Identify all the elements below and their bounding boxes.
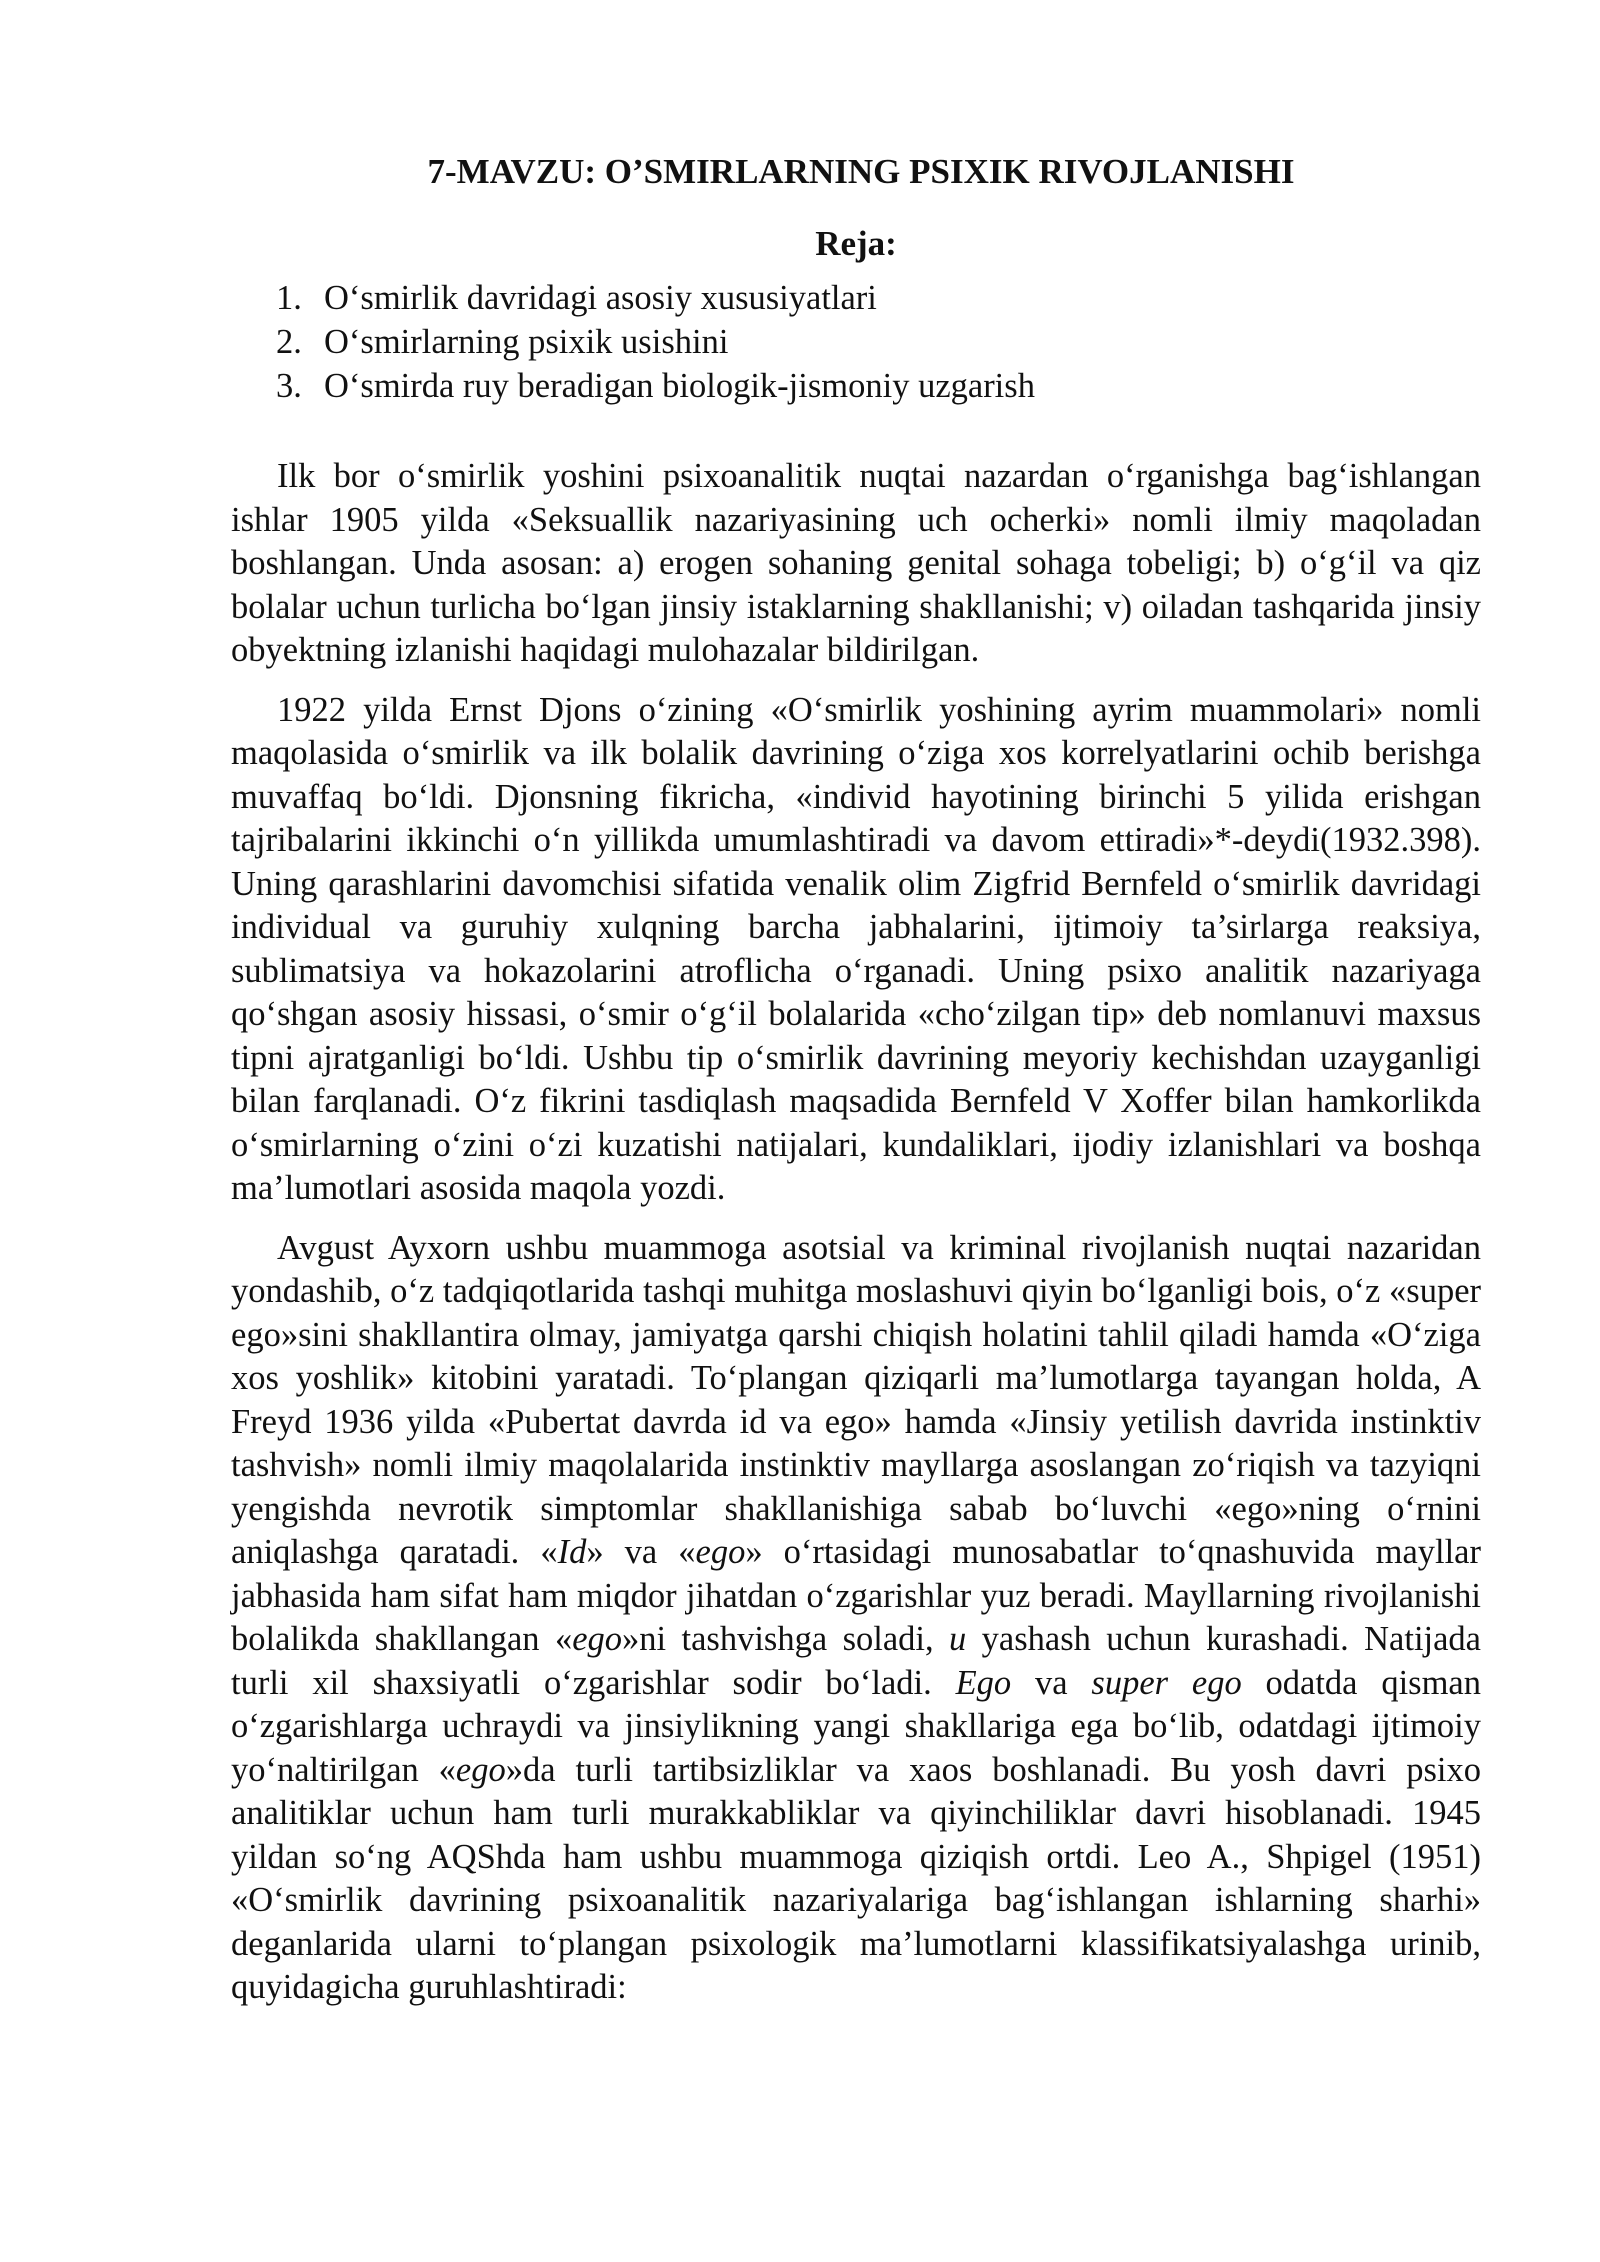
paragraph-text: odatda qisman o‘zgarishlarga uchraydi va jinsiylikning yangi shakllariga ega bo‘lib, odatdagi ijtimoiy yo‘naltirilgan « [231,1663,1481,1789]
body-paragraph [231,1227,1481,2010]
plan-item [276,276,1481,320]
paragraph-text: »da turli tartibsizliklar va xaos boshlanadi. Bu yosh davri psixo analitiklar uchun ham turli murakkabliklar va qiyinchiliklar davri hisoblanadi. 1945 yildan so‘ng AQShda ham ushbu muammoga qiziqish ortdi. Leo A., Shpigel (1951) «O‘smirlik davrining psixoanalitik nazariyalariga bag‘ishlangan ishlarning sharhi» deganlarida ularni to‘plangan psixologik ma’lumotlarni klassifikatsiyalashga urinib, quyidagicha guruhlashtiradi: [231,1750,1481,2006]
italic-term: u [949,1620,967,1658]
italic-term: ego [572,1620,623,1658]
italic-term: ego [455,1750,506,1789]
paragraph-text: 1922 yilda Ernst Djons o‘zining «O‘smirlik yoshining ayrim muammolari» nomli maqolasida o‘smirlik va ilk bolalik davrining o‘ziga xos korrelyatlarini ochib berishga muvaffaq bo‘ldi. Djonsning fikricha, «individ hayotining birinchi 5 yilida erishgan tajribalarini ikkinchi o‘n yillikda umumlashtiradi va davom ettiradi»*-deydi(1932.398). Uning qarashlarini davomchisi sifatida venalik olim Zigfrid Bernfeld o‘smirlik davridagi individual va guruhiy xulqning barcha jabhalarini, ijtimoiy ta’sirlarga reaksiya, sublimatsiya va hokazolarini atroflicha o‘rganadi. Uning psixo analitik nazariyaga qo‘shgan asosiy hissasi, o‘smir o‘g‘il bolalarida «cho‘zilgan tip» deb nomlanuvi maxsus tipni ajratganligi bo‘ldi. Ushbu tip o‘smirlik davrining meyoriy kechishdan uzayganligi bilan farqlanadi. O‘z fikrini tasdiqlash maqsadida Bernfeld V Xoffer bilan hamkorlikda o‘smirlarning o‘zini o‘zi kuzatishi natijalari, kundaliklari, ijodiy izlanishlari va boshqa ma’lumotlari asosida maqola yozdi. [231,690,1481,1207]
paragraph-text: Ilk bor o‘smirlik yoshini psixoanalitik nuqtai nazardan o‘rganishga bag‘ishlangan ishlar 1905 yilda «Seksuallik nazariyasining uch ocherki» nomli ilmiy maqoladan boshlangan. Unda asosan: a) erogen sohaning genital sohaga tobeligi; b) o‘g‘il va qiz bolalar uchun turlicha bo‘lgan jinsiy istaklarning shakllanishi; v) oiladan tashqarida jinsiy obyektning izlanishi haqidagi mulohazalar bildirilgan. [231,457,1481,669]
page-title: 7-MAVZU: O’SMIRLARNING PSIXIK RIVOJLANISHI [427,152,1295,191]
paragraph-text: » va « [586,1533,696,1571]
plan-heading: Reja: [815,224,897,263]
plan-item-text: O‘smirlik davridagi asosiy xususiyatlari [324,279,877,317]
italic-term: Ego [955,1663,1012,1702]
paragraph-text: » o‘rtasidagi munosabatlar to‘qnashuvida mayllar jabhasida ham sifat ham miqdor jihatdan o‘zgarishlar yuz beradi. Mayllarning rivojlanishi bolalikda shakllangan « [231,1533,1481,1658]
body-paragraph [231,689,1481,1211]
plan-item [276,320,1481,364]
body-paragraph [231,455,1481,673]
plan-item [276,364,1481,408]
paragraph-text: yashash uchun kurashadi. Natijada turli xil shaxsiyatli o‘zgarishlar sodir bo‘ladi. [231,1620,1481,1702]
paragraph-text: »ni tashvishga soladi, [622,1620,950,1658]
paragraph-text: Avgust Ayxorn ushbu muammoga asotsial va kriminal rivojlanish nuqtai nazaridan yondashib, o‘z tadqiqotlarida tashqi muhitga moslashuvi qiyin bo‘lganligi bois, o‘z «super ego»sini shakllantira olmay, jamiyatga qarshi chiqish holatini tahlil qiladi hamda «O‘ziga xos yoshlik» kitobini yaratadi. To‘plangan qiziqarli ma’lumotlarga tayangan holda, A Freyd 1936 yilda «Pubertat davrda id va ego» hamda «Jinsiy yetilish davrida instinktiv tashvish» nomli ilmiy maqolalarida instinktiv mayllarga asoslangan zo‘riqish va tazyiqni yengishda nevrotik simptomlar shakllanishiga sabab bo‘luvchi «ego»ning o‘rnini aniqlashga qaratadi. « [231,1228,1481,1571]
italic-term: super ego [1091,1663,1242,1702]
paragraph-text: va [1011,1663,1092,1702]
italic-term: Id [557,1533,587,1571]
plan-item-text: O‘smirlarning psixik usishini [324,323,729,361]
document-body [231,150,1481,2026]
plan-item-text: O‘smirda ruy beradigan biologik-jismoniy uzgarish [324,367,1035,405]
italic-term: ego [695,1533,746,1571]
plan-item-number: 1. [276,279,302,317]
plan-list [231,276,1481,408]
plan-item-number: 2. [276,323,302,361]
plan-item-number: 3. [276,367,302,405]
